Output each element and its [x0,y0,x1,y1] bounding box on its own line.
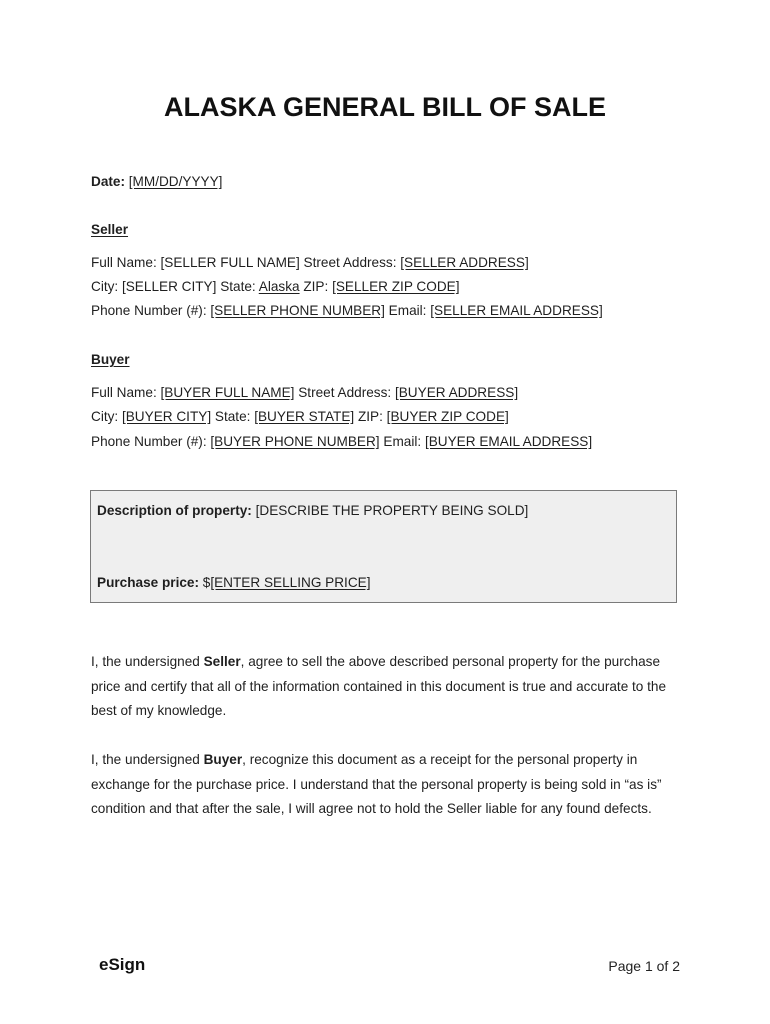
buyer-statement-text: , recognize this document as a receipt for the personal property in exchange for the purchase price. I understand that the personal property is being sold in “as is” condition and that after the sale, I will agree not to hold the Seller liable for any found defects. [91,752,662,816]
buyer-full-name-value: [BUYER FULL NAME] [160,385,295,400]
buyer-phone-value: [BUYER PHONE NUMBER] [210,434,380,449]
purchase-price-label: Purchase price: [97,575,199,590]
buyer-heading: Buyer [91,352,130,367]
buyer-zip-label: ZIP: [357,409,383,424]
seller-email-value: [SELLER EMAIL ADDRESS] [430,303,603,318]
property-description-row [97,503,528,519]
buyer-city-label: City: [91,409,119,424]
esign-logo: eSign [99,955,146,974]
seller-zip-label: ZIP: [303,279,329,294]
seller-statement [91,650,691,724]
seller-heading: Seller [91,222,129,237]
seller-statement-text: , agree to sell the above described personal property for the purchase price and certify that all of the information contained in this document is true and accurate to the best of my knowledge. [91,654,667,718]
seller-name-line [91,255,529,271]
property-description-label: Description of property: [97,503,252,518]
seller-full-name-label: Full Name: [91,255,157,270]
buyer-state-value: [BUYER STATE] [254,409,355,424]
buyer-state-label: State: [214,409,251,424]
seller-zip-value: [SELLER ZIP CODE] [332,279,460,294]
property-description-value: [DESCRIBE THE PROPERTY BEING SOLD] [255,503,529,518]
seller-state-value: Alaska [258,279,300,294]
document-title: ALASKA GENERAL BILL OF SALE [163,92,607,122]
buyer-zip-value: [BUYER ZIP CODE] [386,409,509,424]
seller-city-line [91,279,459,295]
property-box [90,490,677,603]
buyer-city-value: [BUYER CITY] [121,409,212,424]
seller-phone-label: Phone Number (#): [91,303,207,318]
buyer-street-label: Street Address: [298,385,392,400]
seller-statement-role: Seller [203,654,241,669]
page-number: Page 1 of 2 [608,958,680,974]
buyer-city-line [91,409,509,425]
date-value: [MM/DD/YYYY] [128,174,223,189]
purchase-price-prefix: $ [202,575,211,590]
seller-city-value: [SELLER CITY] [121,279,217,294]
seller-city-label: City: [91,279,119,294]
buyer-email-label: Email: [383,434,422,449]
seller-email-label: Email: [388,303,427,318]
buyer-statement-role: Buyer [203,752,243,767]
buyer-full-name-label: Full Name: [91,385,157,400]
buyer-phone-line [91,434,592,450]
buyer-name-line [91,385,518,401]
buyer-email-value: [BUYER EMAIL ADDRESS] [424,434,593,449]
seller-street-value: [SELLER ADDRESS] [400,255,529,270]
seller-full-name-value: [SELLER FULL NAME] [160,255,300,270]
seller-phone-value: [SELLER PHONE NUMBER] [210,303,385,318]
buyer-statement [91,748,691,822]
seller-statement-prefix: I, the undersigned [91,654,204,669]
buyer-statement-prefix: I, the undersigned [91,752,204,767]
date-line [91,174,222,190]
seller-phone-line [91,303,603,319]
seller-street-label: Street Address: [303,255,397,270]
buyer-street-value: [BUYER ADDRESS] [394,385,519,400]
buyer-phone-label: Phone Number (#): [91,434,207,449]
date-label: Date: [91,174,125,189]
seller-state-label: State: [220,279,256,294]
purchase-price-row [97,575,371,591]
purchase-price-value: [ENTER SELLING PRICE] [210,575,371,590]
